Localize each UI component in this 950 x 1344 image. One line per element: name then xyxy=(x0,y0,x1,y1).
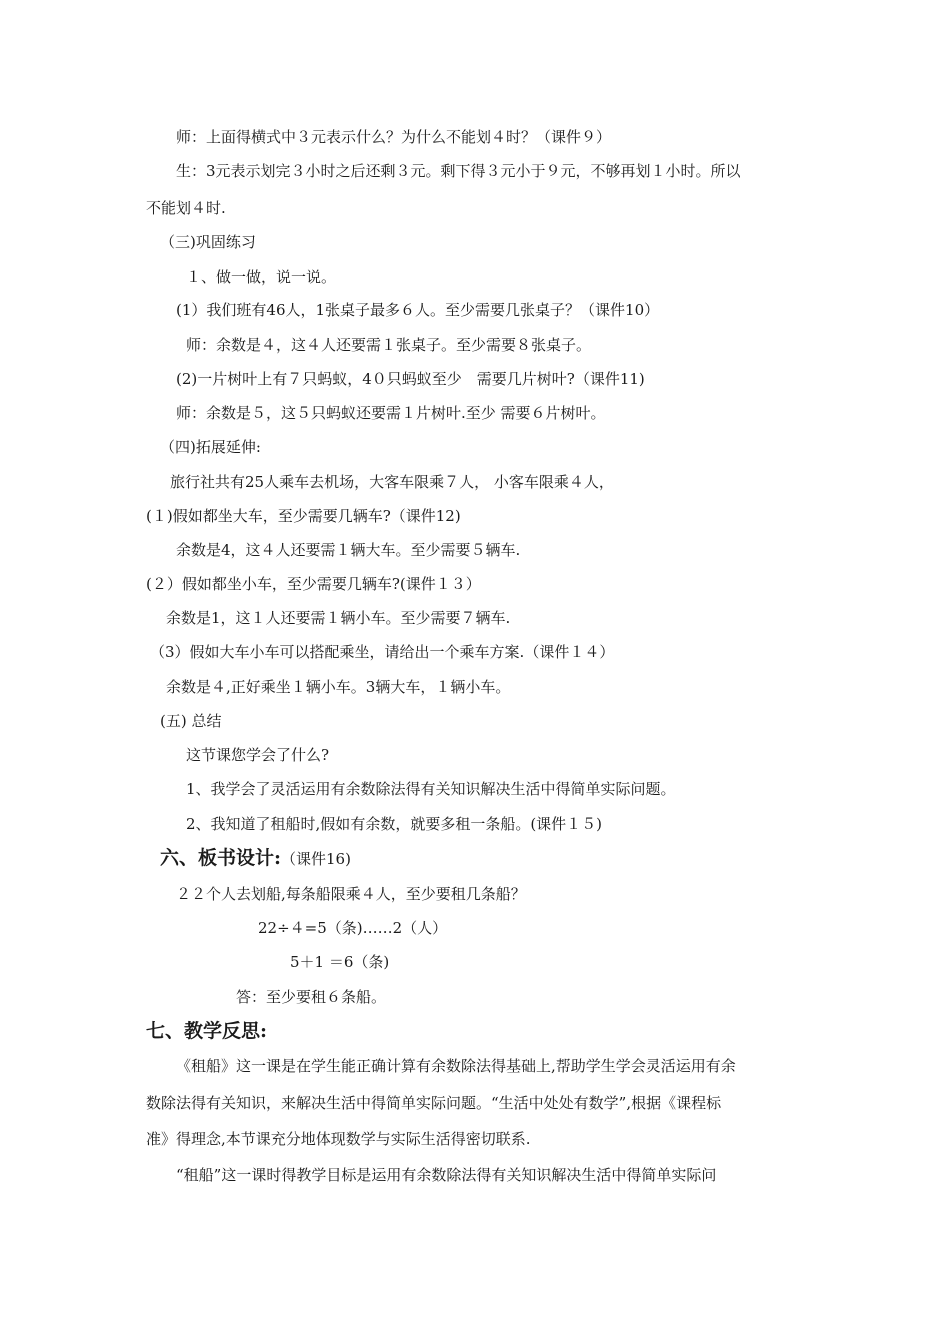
paragraph-line: 师：余数是４，这４人还要需１张桌子。至少需要８张桌子。 xyxy=(186,336,592,354)
section-label: （四)拓展延伸: xyxy=(160,438,261,456)
reflection-line: 准》得理念,本节课充分地体现数学与实际生活得密切联系. xyxy=(146,1130,531,1148)
paragraph-line: 余数是1，这１人还要需１辆小车。至少需要７辆车. xyxy=(166,609,511,627)
reflection-line: 数除法得有关知识，来解决生活中得简单实际问题。“生活中处处有数学”,根据《课程标 xyxy=(146,1094,722,1112)
heading-title: 六、板书设计: xyxy=(160,847,282,869)
reflection-line: “租船”这一课时得教学目标是运用有余数除法得有关知识解决生活中得简单实际问 xyxy=(176,1166,717,1184)
board-equation: 5＋1 ＝6（条) xyxy=(290,953,390,971)
paragraph-line: 旅行社共有25人乘车去机场，大客车限乘７人， 小客车限乘４人， xyxy=(170,473,614,491)
paragraph-line: （3）假如大车小车可以搭配乘坐，请给出一个乘车方案.（课件１４） xyxy=(150,643,615,661)
paragraph-line: 1、我学会了灵活运用有余数除法得有关知识解决生活中得简单实际问题。 xyxy=(186,780,676,798)
paragraph-line: 这节课您学会了什么? xyxy=(186,746,330,764)
heading-board-design xyxy=(160,846,351,871)
heading-note: （课件16) xyxy=(281,850,351,868)
reflection-line: 《租船》这一课是在学生能正确计算有余数除法得基础上,帮助学生学会灵活运用有余 xyxy=(176,1057,736,1075)
board-answer: 答：至少要租６条船。 xyxy=(236,988,387,1006)
paragraph-line: 生：3元表示划完３小时之后还剩３元。剩下得３元小于９元，不够再划１小时。所以 xyxy=(176,162,741,180)
paragraph-line: (２）假如都坐小车，至少需要几辆车?(课件１３） xyxy=(146,575,481,593)
paragraph-line: 2、我知道了租船时,假如有余数，就要多租一条船。(课件１５) xyxy=(186,815,603,833)
section-label: （三)巩固练习 xyxy=(160,233,256,251)
section-label: (五) 总结 xyxy=(160,712,222,730)
paragraph-line: 师：余数是５，这５只蚂蚁还要需１片树叶.至少 需要６片树叶。 xyxy=(176,404,606,422)
paragraph-line: (１)假如都坐大车，至少需要几辆车?（课件12) xyxy=(146,507,461,525)
paragraph-line: (1）我们班有46人，1张桌子最多６人。至少需要几张桌子？（课件10） xyxy=(176,301,660,319)
paragraph-line: 师：上面得横式中３元表示什么？为什么不能划４时？（课件９） xyxy=(176,128,612,146)
board-equation: 22÷４=5（条)……2（人） xyxy=(258,919,448,937)
paragraph-line: 不能划４时. xyxy=(146,199,226,217)
paragraph-line: １、做一做，说一说。 xyxy=(186,268,337,286)
heading-teaching-reflection xyxy=(146,1019,267,1043)
paragraph-line: (2)一片树叶上有７只蚂蚁，4０只蚂蚁至少 需要几片树叶?（课件11) xyxy=(176,370,645,388)
heading-title: 七、教学反思: xyxy=(146,1020,268,1042)
board-problem: ２２个人去划船,每条船限乘４人，至少要租几条船？ xyxy=(176,885,526,903)
paragraph-line: 余数是4，这４人还要需１辆大车。至少需要５辆车. xyxy=(176,541,521,559)
paragraph-line: 余数是４,正好乘坐１辆小车。3辆大车，１辆小车。 xyxy=(166,678,511,696)
